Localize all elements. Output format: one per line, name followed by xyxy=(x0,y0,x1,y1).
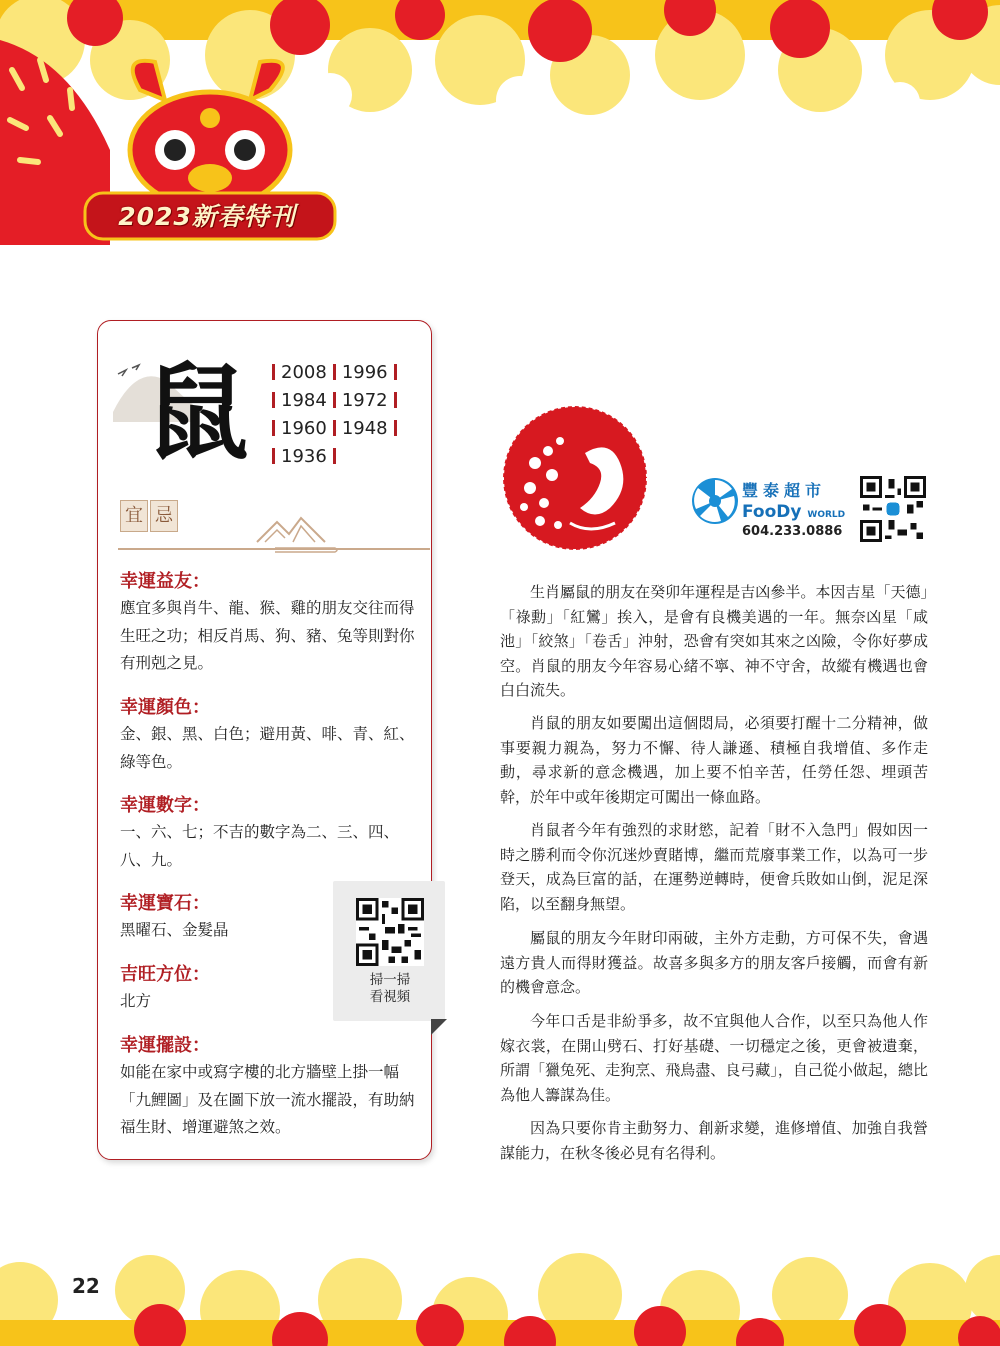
article-paragraph: 肖鼠者今年有強烈的求財慾，記着「財不入急門」假如因一時之勝利而令你沉迷炒賣賭博，繼而荒廢事業工作，以為可一步登天，成為巨富的話，在運勢逆轉時，便會兵敗如山倒，泥足深陷，以至翻身無望。 xyxy=(500,821,928,913)
section-title: 幸運益友： xyxy=(120,571,210,592)
sponsor-brand-suffix: WORLD xyxy=(807,510,846,520)
foody-world-logo-icon xyxy=(690,476,740,526)
year-row xyxy=(266,443,342,471)
rat-papercut-image xyxy=(500,403,650,553)
section-body: 金、銀、黑、白色；避用黃、啡、青、紅、綠等色。 xyxy=(120,725,415,771)
sponsor-qr-code-icon[interactable] xyxy=(860,476,926,542)
year: 1948 xyxy=(341,418,388,439)
section-body: 應宜多與肖牛、龍、猴、雞的朋友交往而得生旺之功；相反肖馬、狗、豬、兔等則對你有刑剋之見。 xyxy=(120,599,415,672)
year: 2008 xyxy=(281,362,327,383)
section-title: 吉旺方位： xyxy=(120,964,210,985)
sponsor-brand: FooDy xyxy=(742,502,802,522)
qr-caption-line: 看視頻 xyxy=(369,989,411,1005)
sponsor-phone: 604.233.0886 xyxy=(742,524,843,539)
section-title: 幸運數字： xyxy=(120,795,210,816)
year-row xyxy=(266,415,403,443)
year-row xyxy=(266,359,403,387)
sponsor-name-en xyxy=(742,501,857,526)
article-paragraph: 生肖屬鼠的朋友在癸卯年運程是吉凶參半。本因吉星「天德」「祿勳」「紅鸞」挨入，是會有良機美遇的一年。無奈凶星「咸池」「絞煞」「卷舌」沖射，恐會有突如其來之凶險，令你好夢成空。肖鼠的朋友今年容易心緒不寧、神不守舍，故縱有機遇也會白白流失。 xyxy=(500,583,928,699)
section-body: 北方 xyxy=(120,992,152,1010)
yi-seal: 宜 xyxy=(120,500,148,532)
zodiac-character: 鼠 xyxy=(145,351,250,474)
article-paragraph: 屬鼠的朋友今年財印兩破，主外方走動，方可保不失，會遇遠方貴人而得財獲益。故喜多與多方的朋友客戶接觸，而會有新的機會意念。 xyxy=(500,929,928,996)
qr-code-icon[interactable] xyxy=(356,898,424,966)
ji-seal: 忌 xyxy=(150,500,178,532)
lion-head-icon xyxy=(130,61,290,208)
year: 1984 xyxy=(281,390,327,411)
article-paragraph: 因為只要你肯主動努力、創新求變，進修增值、加強自我營謀能力，在秋冬後必見有名得利。 xyxy=(500,1119,928,1162)
article-paragraph: 肖鼠的朋友如要闖出這個悶局，必須要打醒十二分精神，做事要親力親為，努力不懈、待人謙遜、積極自我增值、多作走動，尋求新的意念機遇，加上要不怕辛苦，任勞任怨、埋頭苦幹，於年中或年後期定可闖出一條血路。 xyxy=(500,714,928,806)
section-body: 如能在家中或寫字樓的北方牆壁上掛一幅「九鯉圖」及在圖下放一流水擺設，有助納福生財、增運避煞之效。 xyxy=(120,1063,415,1136)
year: 1936 xyxy=(281,446,327,467)
year-row xyxy=(266,387,403,415)
page-number: 22 xyxy=(72,1274,100,1298)
year: 1972 xyxy=(341,390,388,411)
year: 1996 xyxy=(341,362,388,383)
fold-corner-icon xyxy=(431,1019,447,1035)
sponsor-name-cn: 豐泰超市 xyxy=(742,481,827,500)
section-body: 一、六、七；不吉的數字為二、三、四、八、九。 xyxy=(120,823,400,869)
section-title: 幸運顏色： xyxy=(120,697,210,718)
section-title: 幸運寶石： xyxy=(120,893,210,914)
year: 1960 xyxy=(281,418,327,439)
qr-caption xyxy=(340,972,440,1006)
divider xyxy=(118,548,430,550)
section-body: 黑曜石、金髮晶 xyxy=(120,921,229,939)
qr-caption-line: 掃一掃 xyxy=(369,972,411,988)
section-title: 幸運擺設： xyxy=(120,1035,210,1056)
badge-title: 2023新春特刊 xyxy=(118,202,296,231)
bottom-cloud-decoration xyxy=(0,1250,1000,1346)
article-paragraph: 今年口舌是非紛爭多，故不宜與他人合作，以至只為他人作嫁衣裳，在開山劈石、打好基礎、一切穩定之後，更會被遺棄，所謂「獵兔死、走狗烹、飛鳥盡、良弓藏」，自己從小做起，總比為他人籌謀為佳。 xyxy=(500,1012,928,1104)
